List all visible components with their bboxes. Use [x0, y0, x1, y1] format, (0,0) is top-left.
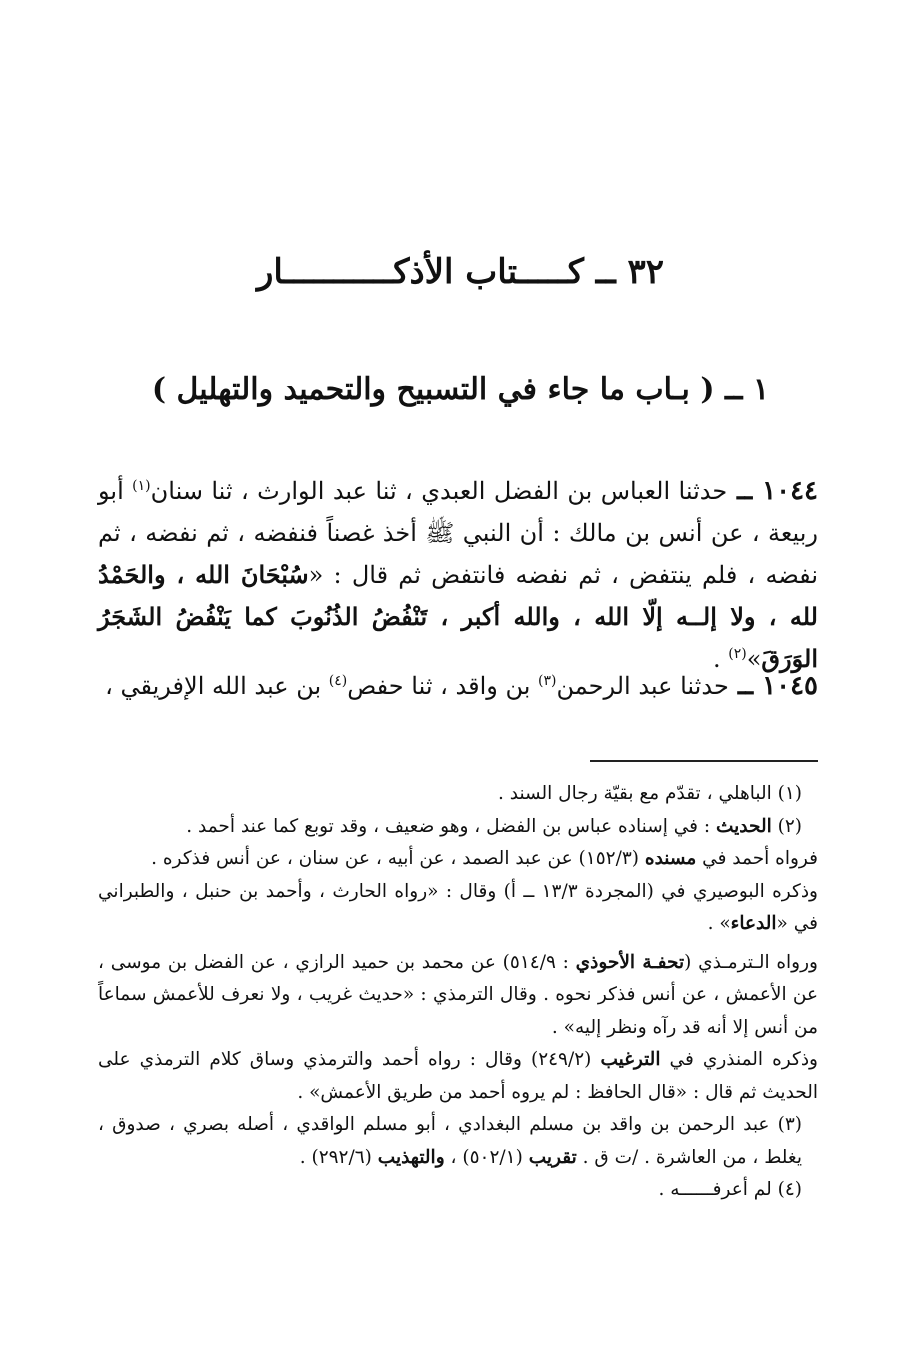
footnote-divider: [590, 760, 818, 762]
footnote-1: (١) الباهلي ، تقدّم مع بقيّة رجال السند .: [497, 783, 802, 804]
hadith-dash: ــ: [728, 671, 763, 701]
hadith-text: »: [746, 645, 762, 673]
footnote-text: ورواه الـترمـذي (: [684, 951, 818, 973]
footnote-text: : ٥١٤/٩) عن محمد بن حميد الرازي ، عن الفضل بن موسى ، عن الأعمش ، عن أنس فذكر نحوه . وقال الترمذي : «حديث غريب ، ولا نعرف للأعمش سماعاً من أنس إلا أنه قد رآه ونظر إليه» .: [98, 951, 818, 1038]
footnote-ref: (١): [132, 478, 151, 494]
footnote-text: فرواه أحمد في: [696, 848, 818, 869]
hadith-1045: [98, 665, 818, 707]
footnote-ref: (٣): [538, 673, 557, 689]
footnote-2-paragraph: [98, 876, 818, 941]
hadith-text: أبو ربيعة ، عن أنس بن مالك : أن النبي ﷺ أخذ غصناً فنفضه ، ثم نفضه ، ثم نفضه ، فلم ينتفض ، ثم نفضه فانتفض ثم قال : «: [98, 477, 818, 589]
footnote-text: (٢٤٩/٢) وقال : رواه أحمد والترمذي وساق كلام الترمذي على الحديث ثم قال : «قال الحافظ : لم يروه أحمد من طريق الأعمش» .: [98, 1049, 818, 1103]
footnotes: [98, 778, 818, 1207]
chapter-title: ٣٢ ــ كـــــتاب الأذكـــــــــــار: [256, 252, 665, 292]
footnote-text: (٣) عبد الرحمن بن واقد بن مسلم البغدادي ، أبو مسلم الواقدي ، أصله بصري ، صدوق ، يغلط ، من العاشرة . /ت ق .: [98, 1114, 803, 1168]
footnote-text: (٢٩٢/٦) .: [299, 1146, 378, 1168]
footnote-2-paragraph: [98, 1044, 818, 1109]
footnote-text: » .: [707, 913, 731, 934]
hadith-number: ١٠٤٤: [762, 476, 818, 506]
source-title: الترغيب: [600, 1049, 661, 1070]
footnote-2: [98, 811, 818, 844]
hadith-number: ١٠٤٥: [762, 671, 818, 701]
footnote-2-paragraph: [98, 947, 818, 1045]
footnote-2-paragraph: [98, 843, 818, 876]
footnote-keyword: الحديث: [715, 815, 772, 837]
footnote-text: (٥٠٢/١) ،: [444, 1146, 529, 1168]
hadith-text: بن عبد الله الإفريقي ،: [105, 672, 329, 700]
section-title: ١ ــ ( بـاب ما جاء في التسبيح والتحميد والتهليل ): [151, 372, 770, 407]
source-title: والتهذيب: [377, 1146, 445, 1168]
source-title: الدعاء: [730, 913, 777, 934]
footnote-label: (٢): [771, 815, 802, 837]
hadith-text: حدثنا العباس بن الفضل العبدي ، ثنا عبد الوارث ، ثنا سنان: [150, 477, 728, 505]
source-title: تقريب: [528, 1146, 577, 1168]
footnote-3: [98, 1109, 818, 1174]
hadith-text: بن واقد ، ثنا حفص: [347, 672, 539, 700]
footnote-ref: (٢): [728, 646, 747, 662]
source-title: تحفـة الأحوذي: [575, 951, 685, 973]
footnote-text: (١٥٢/٣) عن عبد الصمد ، عن أبيه ، عن سنان ، عن أنس فذكره .: [151, 848, 645, 869]
footnote-4: (٤) لم أعرفــــــه .: [658, 1179, 802, 1200]
footnote-text: : في إسناده عباس بن الفضل ، وهو ضعيف ، وقد توبع كما عند أحمد .: [186, 815, 716, 837]
hadith-dash: ــ: [727, 476, 763, 506]
hadith-1044: [98, 470, 818, 680]
hadith-text: حدثنا عبد الرحمن: [556, 672, 729, 700]
footnote-text: وذكره المنذري في: [660, 1049, 818, 1070]
hadith-matn: سُبْحَانَ الله ، والحَمْدُ لله ، ولا إلــه إلّا الله ، والله أكبر ، تَنْفُضُ الذُنُوبَ كما يَنْفُضُ الشَجَرُ الوَرَقَ: [98, 560, 818, 673]
footnote-text: وذكره البوصيري في (المجردة ١٣/٣ ــ أ) وقال : «رواه الحارث ، وأحمد بن حنبل ، والطبراني في «: [98, 880, 818, 934]
hadith-text: .: [712, 645, 729, 673]
source-title: مسنده: [644, 848, 697, 869]
footnote-ref: (٤): [328, 673, 348, 689]
